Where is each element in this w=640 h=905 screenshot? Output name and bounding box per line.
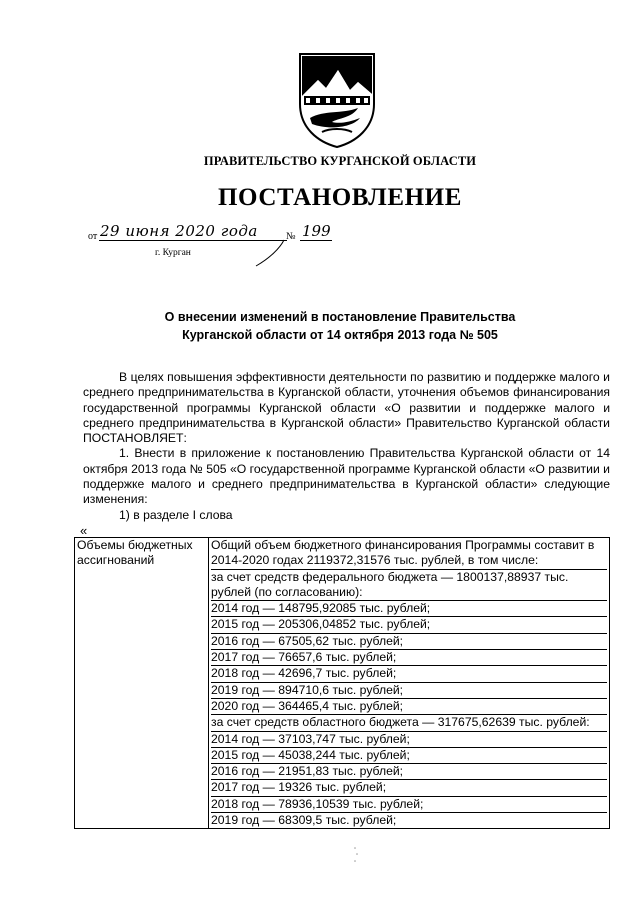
table-line: 2020 год — 364465,4 тыс. рублей;: [211, 699, 607, 715]
coat-of-arms-icon: [298, 52, 376, 148]
title-line-1: О внесении изменений в постановление Правительства: [164, 310, 516, 324]
table-line: 2018 год — 78936,10539 тыс. рублей;: [211, 797, 607, 813]
table-line: за счет средств областного бюджета — 317675,62639 тыс. рублей:: [211, 715, 607, 731]
paragraph-item-1: 1. Внести в приложение к постановлению Правительства Курганской области от 14 октября 2013 года № 505 «О государственной программе Курганской области «О развитии и поддержке малого и среднего предпринимательства в Курганской области» следующие изменения:: [83, 446, 610, 507]
title-line-2: Курганской области от 14 октября 2013 года № 505: [182, 328, 498, 342]
table-line: 2017 год — 76657,6 тыс. рублей;: [211, 650, 607, 666]
document-title: [90, 308, 590, 344]
page-mark-icon: [353, 845, 359, 865]
date-prefix: от: [88, 231, 98, 242]
document-type: ПОСТАНОВЛЕНИЕ: [217, 184, 463, 211]
table-line: 2014 год — 148795,92085 тыс. рублей;: [211, 601, 607, 617]
table-line: 2016 год — 67505,62 тыс. рублей;: [211, 634, 607, 650]
table-cell-label: Объемы бюджетных ассигнований: [75, 538, 209, 829]
financing-table: [74, 537, 610, 829]
table-line: 2015 год — 45038,244 тыс. рублей;: [211, 748, 607, 764]
number-underline: [300, 240, 332, 241]
opening-quote: «: [80, 523, 88, 538]
table-line: 2016 год — 21951,83 тыс. рублей;: [211, 764, 607, 780]
table-cell-content: [209, 538, 610, 829]
number-sign: №: [286, 231, 296, 242]
number-handwritten: 199: [302, 222, 331, 240]
government-name: ПРАВИТЕЛЬСТВО КУРГАНСКОЙ ОБЛАСТИ: [203, 154, 477, 168]
table-line: 2019 год — 894710,6 тыс. рублей;: [211, 683, 607, 699]
table-row: [75, 538, 610, 829]
table-line: за счет средств федерального бюджета — 1800137,88937 тыс. рублей (по согласованию):: [211, 570, 607, 602]
paragraph-subitem-1: 1) в разделе I слова: [119, 507, 233, 522]
date-handwritten: 29 июня 2020 года: [100, 222, 258, 240]
table-line: Общий объем бюджетного финансирования Программы составит в 2014-2020 годах 2119372,31576 тыс. рублей, в том числе:: [211, 538, 607, 570]
paragraph-preamble: В целях повышения эффективности деятельности по развитию и поддержке малого и среднего предпринимательства в Курганской области, уточнения объемов финансирования государственной программы Курганской области «О развитии и поддержке малого и среднего предпринимательства в Курганской области» Правительство Курганской области ПОСТАНОВЛЯЕТ:: [83, 370, 610, 446]
table-line: 2015 год — 205306,04852 тыс. рублей;: [211, 617, 607, 633]
table-line: 2014 год — 37103,747 тыс. рублей;: [211, 732, 607, 748]
table-line: 2019 год — 68309,5 тыс. рублей;: [211, 813, 397, 828]
handwritten-stroke-icon: [250, 238, 290, 268]
table-line: 2018 год — 42696,7 тыс. рублей;: [211, 666, 607, 682]
table-line: 2017 год — 19326 тыс. рублей;: [211, 780, 607, 796]
document-body: [83, 370, 610, 523]
city: г. Курган: [155, 248, 191, 258]
